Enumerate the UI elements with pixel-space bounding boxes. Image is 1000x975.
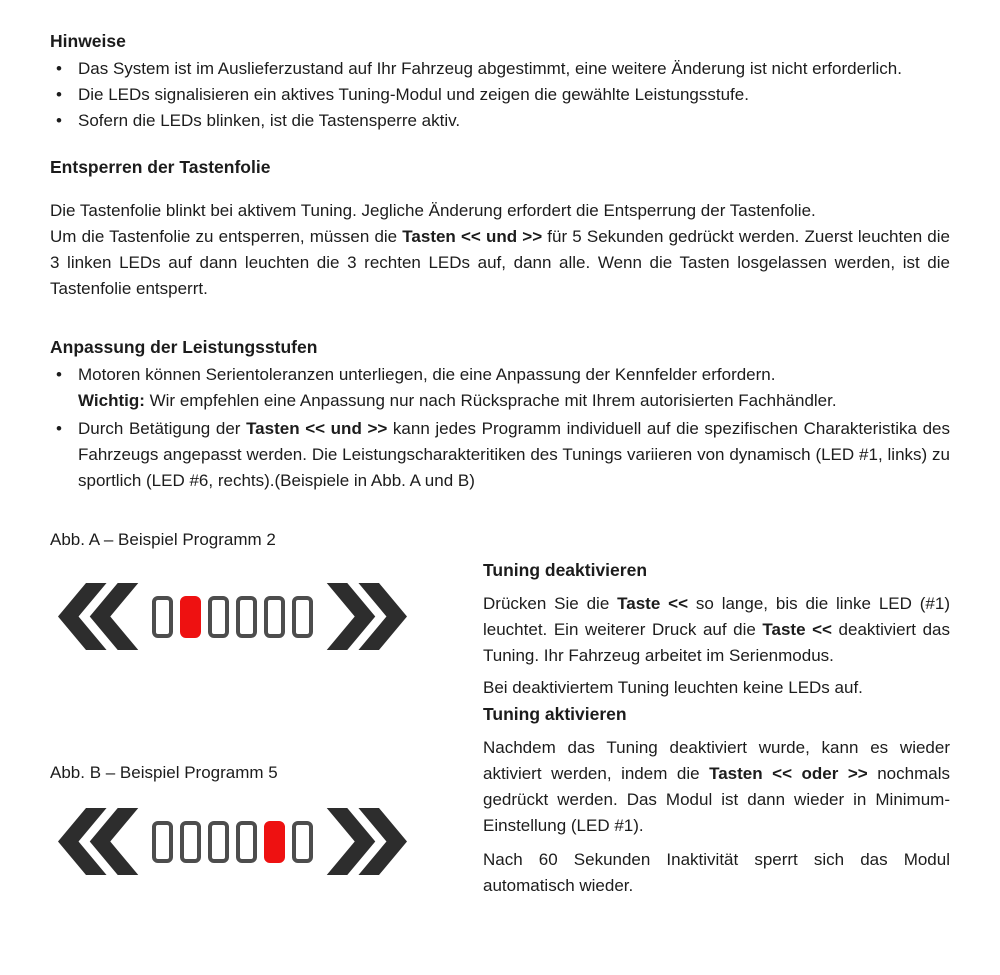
paragraph-aktivieren-2 (483, 847, 950, 899)
text-run: nochmals gedrückt werden. Das Modul ist dann wieder in Minimum-Einstellung (LED #1). (483, 764, 950, 835)
bullet-item (50, 56, 950, 82)
led-1 (152, 596, 173, 638)
anpassung-bullet-list-1 (50, 362, 950, 414)
text-run: deaktiviert das Tuning. Ihr Fahrzeug arbeitet im Serienmodus. (483, 620, 950, 665)
double-chevron-right-icon (323, 808, 407, 875)
led-4 (236, 596, 257, 638)
paragraph-entsperren-2 (50, 224, 950, 302)
bullet-item (50, 362, 950, 414)
bullet-marker: • (56, 59, 62, 78)
bullet-item (50, 416, 950, 494)
figure-b-label: Abb. B – Beispiel Programm 5 (50, 763, 278, 782)
text-run: Durch Betätigung der (78, 419, 247, 438)
led-5 (264, 596, 285, 638)
led-2-active (180, 596, 201, 638)
led-6 (292, 596, 313, 638)
bullet-text: Das System ist im Auslieferzustand auf Ihr Fahrzeug abgestimmt, eine weitere Änderung ist nicht erforderlich. (78, 59, 902, 78)
paragraph-entsperren-1 (50, 198, 950, 224)
text-run-bold: Tasten << und >> (402, 227, 543, 246)
text-run: so lange, bis die linke LED (#1) leuchtet. Ein weiterer Druck auf die (483, 594, 950, 639)
figure-a-label: Abb. A – Beispiel Programm 2 (50, 530, 276, 549)
led-strip (152, 821, 313, 863)
led-3 (208, 821, 229, 863)
led-5-active (264, 821, 285, 863)
section-heading-anpassung: Anpassung der Leistungsstufen (50, 337, 318, 357)
text-run-bold: Wichtig: (78, 391, 145, 410)
led-strip (152, 596, 313, 638)
led-1 (152, 821, 173, 863)
double-chevron-left-icon (58, 808, 142, 875)
led-6 (292, 821, 313, 863)
bullet-marker: • (56, 85, 62, 104)
text-run: Wir empfehlen eine Anpassung nur nach Rücksprache mit Ihrem autorisierten Fachhändler. (144, 391, 837, 410)
text-run-bold: Taste << (617, 594, 689, 613)
bullet-text: Sofern die LEDs blinken, ist die Tastensperre aktiv. (78, 111, 461, 130)
section-heading-deaktivieren: Tuning deaktivieren (483, 560, 648, 580)
paragraph-deaktivieren-1 (483, 591, 950, 669)
figures-and-instructions (50, 527, 950, 899)
paragraph-aktivieren-1 (483, 735, 950, 839)
instructions-column (483, 527, 950, 899)
bullet-marker: • (56, 111, 62, 130)
text-run: Drücken Sie die (483, 594, 618, 613)
hinweise-bullet-list (50, 56, 950, 134)
text-run-bold: Tasten << und >> (246, 419, 388, 438)
led-4 (236, 821, 257, 863)
section-heading-aktivieren: Tuning aktivieren (483, 704, 627, 724)
bullet-item (50, 108, 950, 134)
text-run: Um die Tastenfolie zu entsperren, müssen die (50, 227, 403, 246)
text-run: Nach 60 Sekunden Inaktivität sperrt sich das Modul automatisch wieder. (483, 850, 950, 895)
text-run: Bei deaktiviertem Tuning leuchten keine LEDs auf. (483, 678, 863, 697)
bullet-item (50, 82, 950, 108)
figure-b-led-panel (58, 808, 483, 875)
double-chevron-left-icon (58, 583, 142, 650)
text-run: Die Tastenfolie blinkt bei aktivem Tuning. Jegliche Änderung erfordert die Entsperrung der Tastenfolie. (50, 201, 816, 220)
led-3 (208, 596, 229, 638)
figure-a-led-panel (58, 583, 483, 650)
double-chevron-right-icon (323, 583, 407, 650)
paragraph-deaktivieren-2 (483, 675, 950, 701)
figures-column (50, 527, 483, 899)
anpassung-bullet-list-2 (50, 416, 950, 494)
bullet-marker: • (56, 419, 62, 438)
section-heading-hinweise: Hinweise (50, 31, 126, 51)
bullet-text: Die LEDs signalisieren ein aktives Tuning-Modul und zeigen die gewählte Leistungsstufe. (78, 85, 749, 104)
bullet-marker: • (56, 365, 62, 384)
text-run: Nachdem das Tuning deaktiviert wurde, kann es wieder aktiviert werden, indem die (483, 738, 950, 783)
led-2 (180, 821, 201, 863)
text-run: kann jedes Programm individuell auf die spezifischen Charakteristika des Fahrzeugs angepasst werden. Die Leistungscharakteritiken des Tunings variieren von dynamisch (LED #1, links) zu sportlich (LED #6, rechts).(Beispiele in Abb. A und B) (78, 419, 950, 490)
section-heading-entsperren: Entsperren der Tastenfolie (50, 157, 271, 177)
text-run-bold: Tasten << oder >> (709, 764, 868, 783)
bullet-text: Motoren können Serientoleranzen unterliegen, die eine Anpassung der Kennfelder erfordern. (78, 365, 776, 384)
text-run-bold: Taste << (762, 620, 832, 639)
text-run: für 5 Sekunden gedrückt werden. Zuerst leuchten die 3 linken LEDs auf dann leuchten die 3 rechten LEDs auf, dann alle. Wenn die Tasten losgelassen werden, ist die Tastenfolie entsperrt. (50, 227, 950, 298)
